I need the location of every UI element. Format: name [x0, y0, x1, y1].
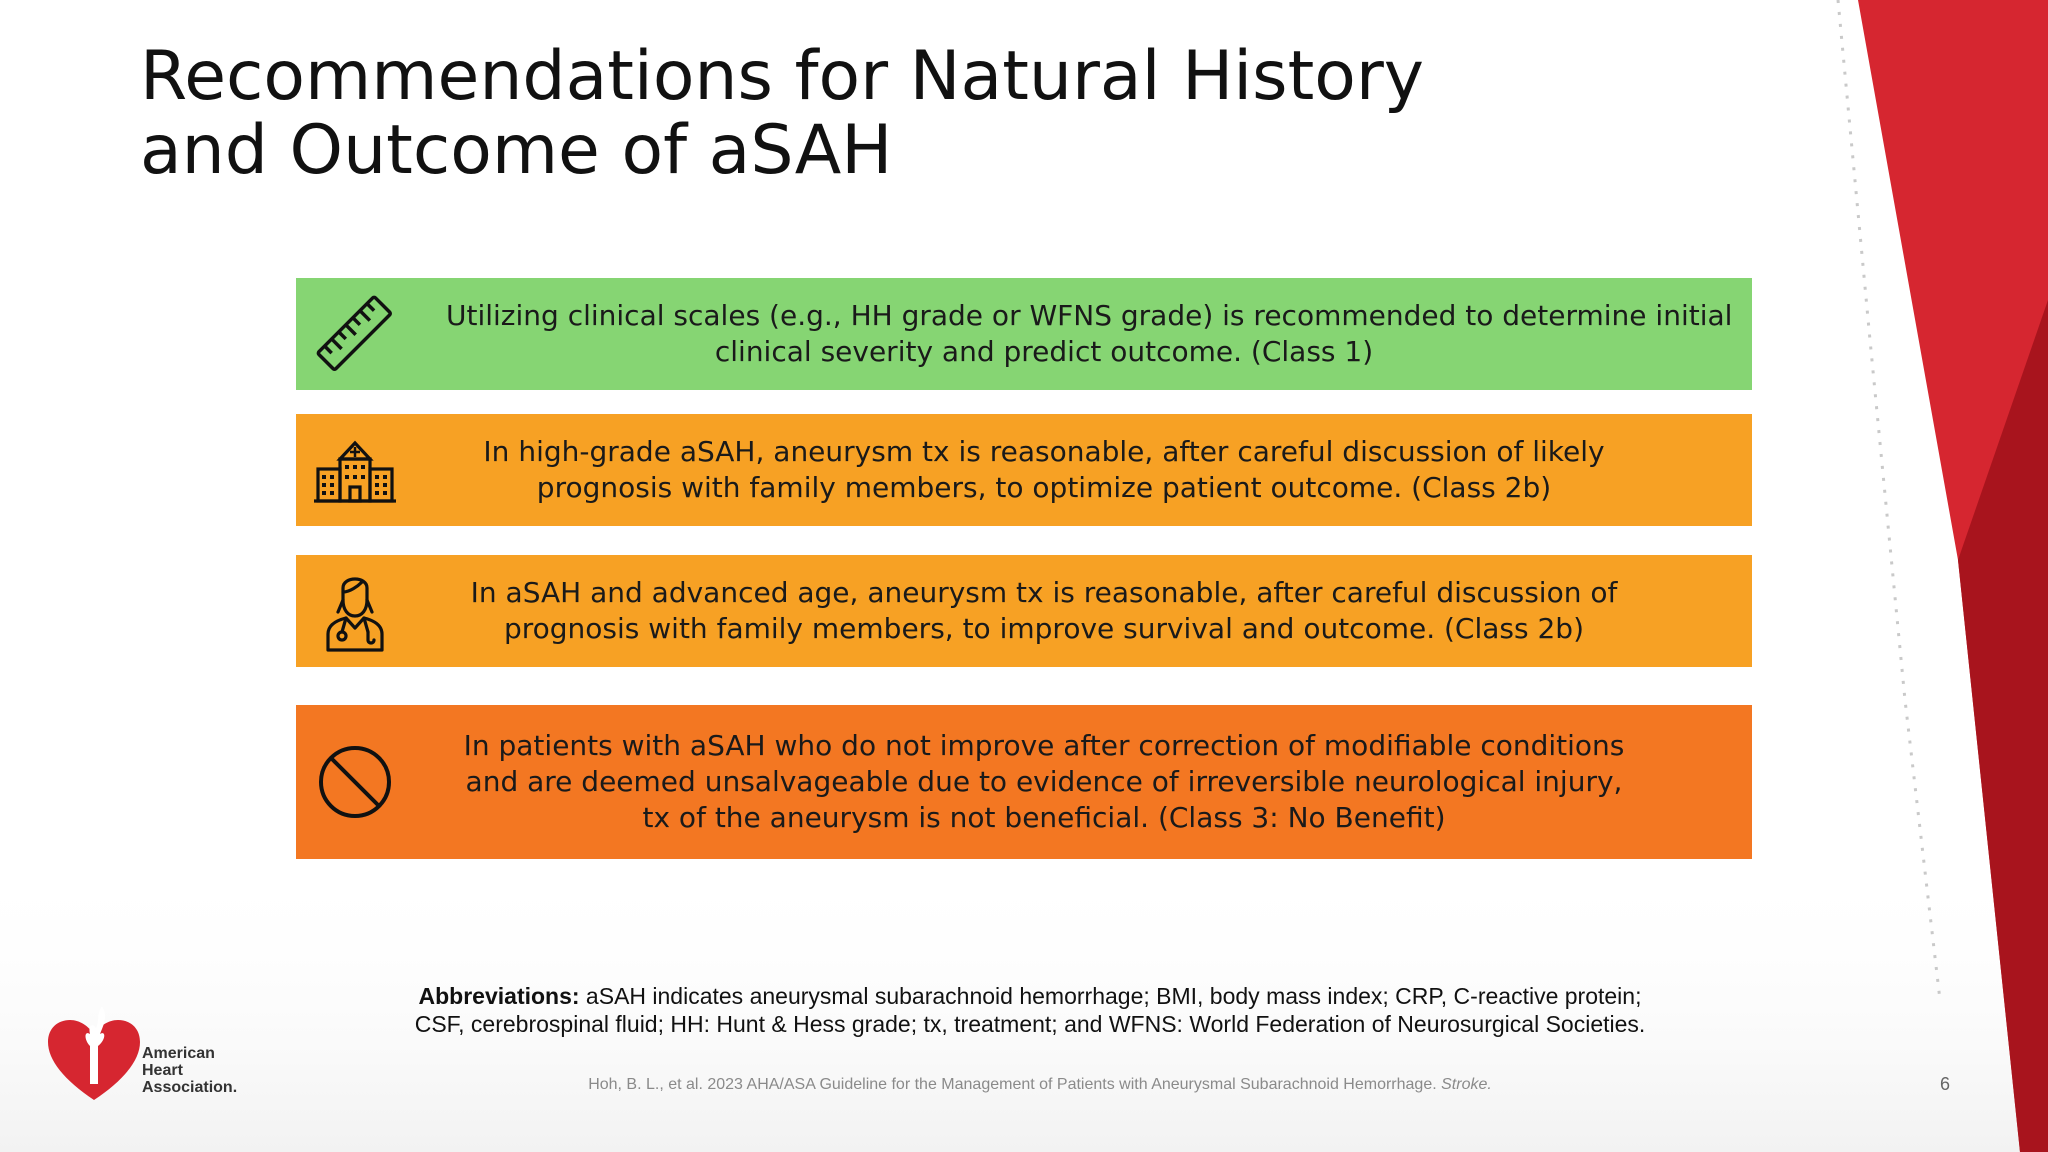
- recommendation-class-2b-advanced-age: [296, 555, 1752, 667]
- recommendation-1-line-2: clinical severity and predict outcome. (Class 1): [714, 335, 1374, 368]
- recommendation-class-2b-high-grade: [296, 414, 1752, 526]
- recommendation-3-line-1: In aSAH and advanced age, aneurysm tx is reasonable, after careful discussion of: [470, 576, 1618, 609]
- citation: [440, 1076, 1640, 1094]
- slide-title-line-2: and Outcome of aSAH: [140, 111, 893, 190]
- hospital-icon: [310, 425, 400, 515]
- abbreviations-line-2: CSF, cerebrospinal fluid; HH: Hunt & Hess grade; tx, treatment; and WFNS: World Federation of Neurosurgical Societies.: [414, 1011, 1646, 1037]
- recommendation-class-3-no-benefit: [296, 705, 1752, 859]
- citation-text: Hoh, B. L., et al. 2023 AHA/ASA Guideline for the Management of Patients with Aneurysmal Subarachnoid Hemorrhage.: [588, 1076, 1442, 1093]
- slide-title-line-1: Recommendations for Natural History: [140, 37, 1425, 116]
- logo-line-2: Heart: [142, 1062, 183, 1079]
- slide-title: [140, 37, 1640, 190]
- abbreviations-label: Abbreviations:: [418, 983, 580, 1009]
- citation-journal: Stroke.: [1441, 1076, 1492, 1093]
- recommendation-1-line-1: Utilizing clinical scales (e.g., HH grade or WFNS grade) is recommended to determine initial: [446, 299, 1733, 332]
- abbreviations-footnote: [300, 982, 1760, 1038]
- logo-wordmark: [142, 1045, 237, 1096]
- doctor-icon: [310, 566, 400, 656]
- logo-line-1: American: [142, 1045, 215, 1062]
- recommendation-class-1: [296, 278, 1752, 390]
- recommendation-4-line-3: tx of the aneurysm is not beneficial. (Class 3: No Benefit): [642, 801, 1446, 834]
- ruler-icon: [310, 289, 400, 379]
- prohibited-icon: [310, 737, 400, 827]
- recommendation-4-line-2: and are deemed unsalvageable due to evidence of irreversible neurological injury,: [465, 765, 1623, 798]
- recommendation-2-line-1: In high-grade aSAH, aneurysm tx is reasonable, after careful discussion of likely: [483, 435, 1605, 468]
- recommendation-2-line-2: prognosis with family members, to optimize patient outcome. (Class 2b): [536, 471, 1552, 504]
- recommendation-4-line-1: In patients with aSAH who do not improve after correction of modifiable conditions: [463, 729, 1625, 762]
- abbreviations-line-1: aSAH indicates aneurysmal subarachnoid hemorrhage; BMI, body mass index; CRP, C-reactive protein;: [579, 983, 1642, 1009]
- page-number: 6: [1939, 1074, 1950, 1094]
- recommendation-3-line-2: prognosis with family members, to improve survival and outcome. (Class 2b): [503, 612, 1585, 645]
- logo-line-3: Association.: [142, 1079, 238, 1096]
